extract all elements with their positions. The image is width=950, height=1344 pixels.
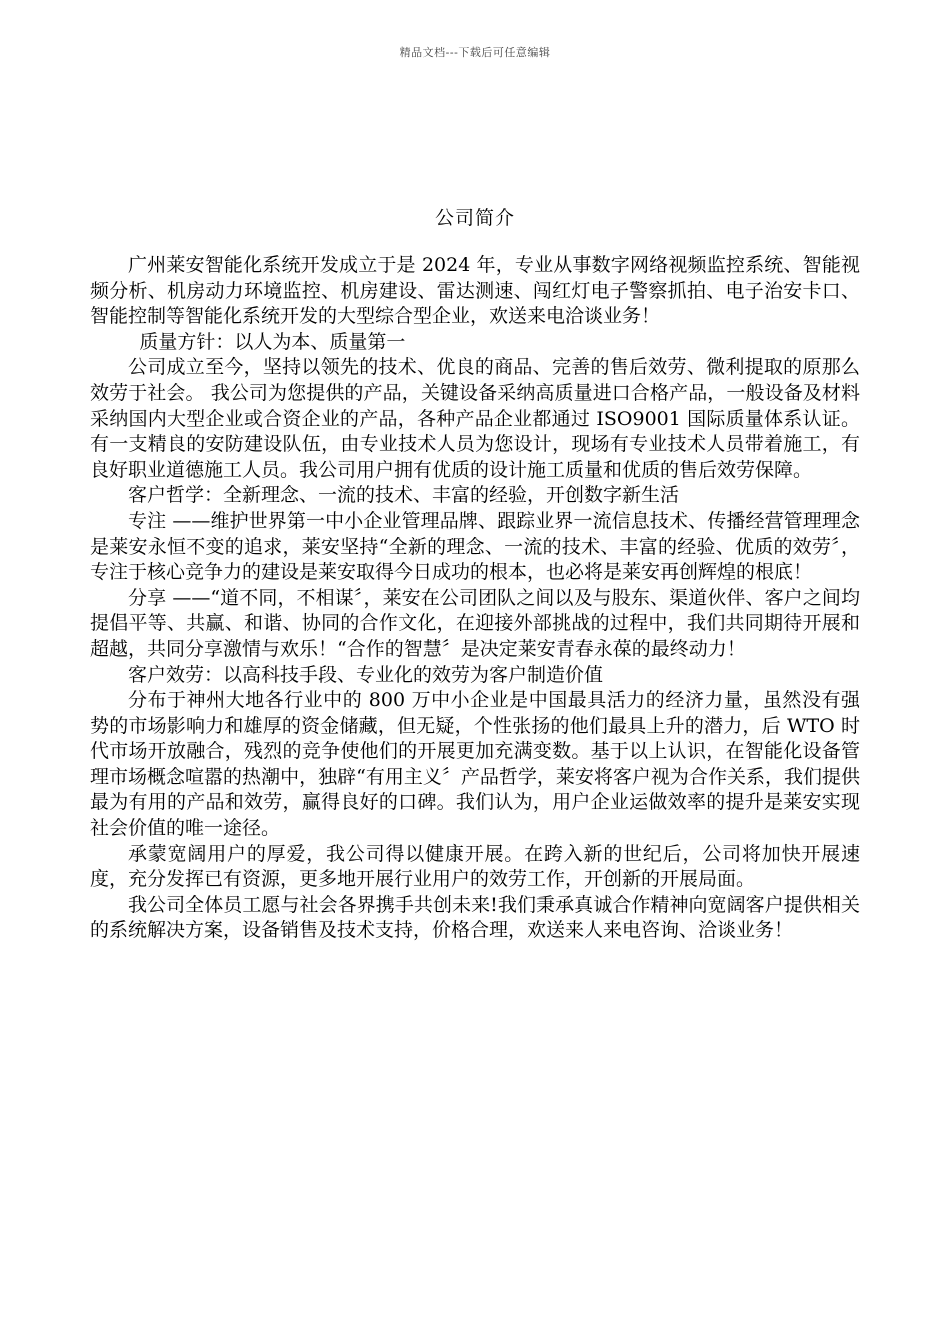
paragraph-customer-service: 客户效劳：以高科技手段、专业化的效劳为客户制造价值 [128,663,604,686]
document-title: 公司简介 [434,207,515,229]
document-body [90,253,860,944]
paragraph-focus: 专注 ——维护世界第一中小企业管理品牌、跟踪业界一流信息技术、传播经营管理理念是莱安永恒不变的追求，莱安坚持“全新的理念、一流的技术、丰富的经验、优质的效劳〞，专注于核心竞争力的建设是莱安取得今日成功的根本，也必将是莱安再创辉煌的根底！ [90,509,860,584]
paragraph-sharing: 分享 ——“道不同，不相谋〞，莱安在公司团队之间以及与股东、渠道伙伴、客户之间均提倡平等、共赢、和谐、协同的合作文化，在迎接外部挑战的过程中，我们共同期待开展和超越，共同分享激情与欢乐！“合作的智慧〞是决定莱安青春永葆的最终动力！ [90,586,860,660]
paragraph-closing: 我公司全体员工愿与社会各界携手共创未来!我们秉承真诚合作精神向宽阔客户提供相关的系统解决方案，设备销售及技术支持，价格合理，欢送来人来电咨询、洽谈业务！ [90,893,860,942]
paragraph-customer-philosophy: 客户哲学：全新理念、一流的技术、丰富的经验，开创数字新生活 [128,484,680,507]
header-note: 精品文档---下载后可任意编辑 [399,46,551,59]
paragraph-development: 承蒙宽阔用户的厚爱，我公司得以健康开展。在跨入新的世纪后，公司将加快开展速度，充分发挥已有资源，更多地开展行业用户的效劳工作，开创新的开展局面。 [90,842,860,891]
paragraph-market: 分布于神州大地各行业中的 800 万中小企业是中国最具活力的经济力量，虽然没有强势的市场影响力和雄厚的资金储藏，但无疑，个性张扬的他们最具上升的潜力，后 WTO 时代市场开放融合，残烈的竞争使他们的开展更加充满变数。基于以上认识，在智能化设备管理市场概念喧嚣的热潮中，独辟“有用主义〞产品哲学，莱安将客户视为合作关系，我们提供最为有用的产品和效劳，赢得良好的口碑。我们认为，用户企业运做效率的提升是莱安实现社会价值的唯一途径。 [90,689,860,840]
paragraph-quality-policy: 质量方针：以人为本、质量第一 [139,330,406,353]
paragraph-company-overview: 公司成立至今，坚持以领先的技术、优良的商品、完善的售后效劳、微利提取的原那么效劳于社会。 我公司为您提供的产品，关键设备采纳高质量进口合格产品，一般设备及材料采纳国内大型企业或合资企业的产品，各种产品企业都通过 ISO9001 国际质量体系认证。有一支精良的安防建设队伍，由专业技术人员为您设计，现场有专业技术人员带着施工，有良好职业道德施工人员。我公司用户拥有优质的设计施工质量和优质的售后效劳保障。 [90,356,860,481]
paragraph-intro: 广州莱安智能化系统开发成立于是 2024 年，专业从事数字网络视频监控系统、智能视频分析、机房动力环境监控、机房建设、雷达测速、闯红灯电子警察抓拍、电子治安卡口、智能控制等智能化系统开发的大型综合型企业，欢送来电洽谈业务！ [90,254,860,328]
